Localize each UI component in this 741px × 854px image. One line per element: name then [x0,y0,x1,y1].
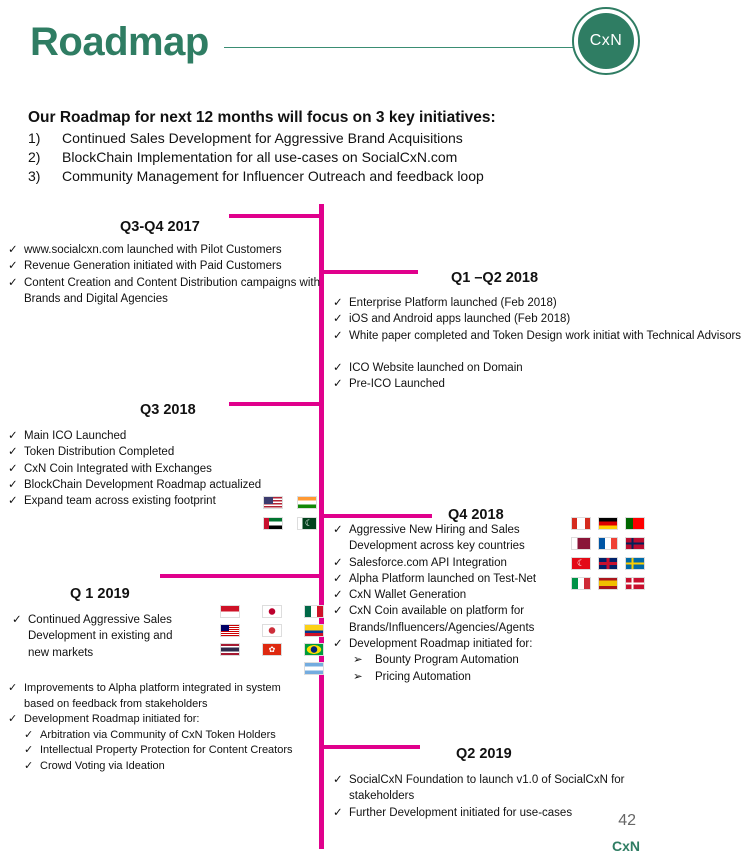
check-icon: ✓ [333,524,343,536]
check-icon: ✓ [24,759,34,772]
list-item: ✓ Development Roadmap initiated for: [8,712,308,728]
japan-flag-icon [262,605,282,618]
phase-list-q1-2019 [12,612,188,661]
italy-flag-icon [571,577,591,590]
norway-flag-icon [625,537,645,550]
phase-title-q3-2018: Q3 2018 [140,402,196,418]
list-item: ✓ CxN Coin available on platform for Brands/Influencers/Agencies/Agents [333,603,543,636]
uk-flag-icon [598,557,618,570]
list-item: ✓ Content Creation and Content Distribution campaigns with Brands and Digital Agencies [8,275,320,308]
uae-flag-icon [263,517,283,530]
list-item: ✓ iOS and Android apps launched (Feb 2018) [333,311,643,327]
check-icon: ✓ [8,462,18,475]
list-item: ✓ Token Distribution Completed [8,444,308,460]
arrow-bullet-icon: ➢ [353,654,363,667]
list-item: ✓ Alpha Platform launched on Test-Net [333,571,543,587]
check-icon: ✓ [8,495,18,508]
list-item: ✓ CxN Wallet Generation [333,587,543,603]
timeline-branch-q3-2018 [229,402,321,406]
portugal-flag-icon [625,517,645,530]
check-icon: ✓ [333,572,343,585]
list-item: ✓ Pre-ICO Launched [333,376,643,392]
check-icon: ✓ [8,446,18,459]
cxn-logo-text: CxN [578,13,634,69]
south-korea-flag-icon [262,624,282,637]
mexico-flag-icon [304,605,324,618]
pakistan-flag-icon: ☾ [297,517,317,530]
check-icon: ✓ [8,682,18,694]
timeline-branch-q1-2019 [160,574,321,578]
list-item: ✓ Further Development initiated for use-cases [333,805,635,821]
argentina-flag-icon [304,662,324,675]
phase-title-q4-2018: Q4 2018 [448,507,504,523]
intro-heading: Our Roadmap for next 12 months will focus on 3 key initiatives: [28,109,496,126]
colombia-flag-icon [304,624,324,637]
timeline-branch-q4-2018 [322,514,432,518]
list-item: ✓ BlockChain Development Roadmap actualized [8,477,308,493]
check-icon: ✓ [333,378,343,391]
list-item: ✓ Enterprise Platform launched (Feb 2018) [333,295,643,311]
phase-list-q2-2019 [333,772,635,821]
phase-list-q4-2018 [333,522,543,685]
sub-list-item: ➢ Bounty Program Automation [333,652,543,668]
page-number: 42 [618,812,636,829]
arrow-bullet-icon: ➢ [353,670,363,683]
check-icon: ✓ [12,614,22,626]
check-icon: ✓ [333,638,343,651]
timeline-branch-q1q2-2018 [322,270,418,274]
list-item: ✓ Main ICO Launched [8,428,308,444]
check-icon: ✓ [8,713,18,726]
check-icon: ✓ [24,728,34,741]
list-item: ✓ SocialCxN Foundation to launch v1.0 of SocialCxN for stakeholders [333,772,635,805]
list-item: ✓ Salesforce.com API Integration [333,555,543,571]
check-icon: ✓ [333,297,343,309]
flags-q1-2019 [220,605,324,675]
check-icon: ✓ [8,276,18,289]
list-item: ✓ Expand team across existing footprint [8,493,308,509]
phase-list-q1-2019-extra [8,681,308,775]
list-item: ✓ Continued Aggressive Sales Development in existing and new markets [12,612,188,661]
timeline-branch-q2-2019 [322,745,420,749]
intro-item: 2) BlockChain Implementation for all use-cases on SocialCxN.com [28,149,458,165]
sub-list-item: ✓ Arbitration via Community of CxN Token Holders [8,728,308,744]
list-item: ✓ CxN Coin Integrated with Exchanges [8,461,308,477]
usa-flag-icon [263,496,283,509]
title-rule [224,47,579,48]
list-item: ✓ Revenue Generation initiated with Paid Customers [8,258,320,274]
sub-list-item: ✓ Intellectual Property Protection for Content Creators [8,743,308,759]
check-icon: ✓ [333,806,343,819]
check-icon: ✓ [8,260,18,273]
indonesia-flag-icon [220,605,240,618]
check-icon: ✓ [333,589,343,602]
intro-item: 3) Community Management for Influencer Outreach and feedback loop [28,168,484,184]
check-icon: ✓ [8,478,18,491]
phase-list-q3q4-2017 [8,242,320,307]
brazil-flag-icon [304,643,324,656]
intro-item: 1) Continued Sales Development for Aggressive Brand Acquisitions [28,130,463,146]
check-icon: ✓ [8,244,18,256]
check-icon: ✓ [333,556,343,569]
sub-list-item: ✓ Crowd Voting via Ideation [8,759,308,775]
list-item: ✓ ICO Website launched on Domain [333,360,643,376]
check-icon: ✓ [333,329,343,342]
phase-list-q1q2-2018 [333,295,741,392]
malaysia-flag-icon [220,624,240,637]
spain-flag-icon [598,577,618,590]
turkey-flag-icon: ☾ [571,557,591,570]
india-flag-icon [297,496,317,509]
flags-q3-2018 [263,496,317,530]
sub-list-item: ➢ Pricing Automation [333,669,543,685]
list-item: ✓ www.socialcxn.com launched with Pilot Customers [8,242,320,258]
check-icon: ✓ [333,313,343,326]
denmark-flag-icon [625,577,645,590]
check-icon: ✓ [333,605,343,618]
list-item: ✓ White paper completed and Token Design work initiat with Technical Advisors [333,328,643,344]
page-title: Roadmap [30,20,209,64]
check-icon: ✓ [333,361,343,374]
france-flag-icon [598,537,618,550]
intro-section [28,109,628,186]
canada-flag-icon [571,517,591,530]
list-item: ✓ Aggressive New Hiring and Sales Development across key countries [333,522,543,555]
list-item: ✓ Development Roadmap initiated for: [333,636,543,652]
hong-kong-flag-icon: ✿ [262,643,282,656]
phase-title-q1q2-2018: Q1 –Q2 2018 [451,270,539,286]
list-item: ✓ Improvements to Alpha platform integrated in system based on feedback from stakeholders [8,681,308,712]
check-icon: ✓ [8,430,18,442]
flags-q4-2018 [571,517,645,590]
check-icon: ✓ [24,744,34,757]
thailand-flag-icon [220,643,240,656]
phase-title-q2-2019: Q2 2019 [456,746,512,762]
cxn-logo [572,7,640,75]
germany-flag-icon [598,517,618,530]
phase-title-q3q4-2017: Q3-Q4 2017 [120,219,200,235]
sweden-flag-icon [625,557,645,570]
qatar-flag-icon [571,537,591,550]
check-icon: ✓ [333,774,343,786]
timeline-branch-q3q4-2017 [229,214,321,218]
footer-logo: CxN [611,838,640,854]
phase-title-q1-2019: Q 1 2019 [70,586,130,602]
